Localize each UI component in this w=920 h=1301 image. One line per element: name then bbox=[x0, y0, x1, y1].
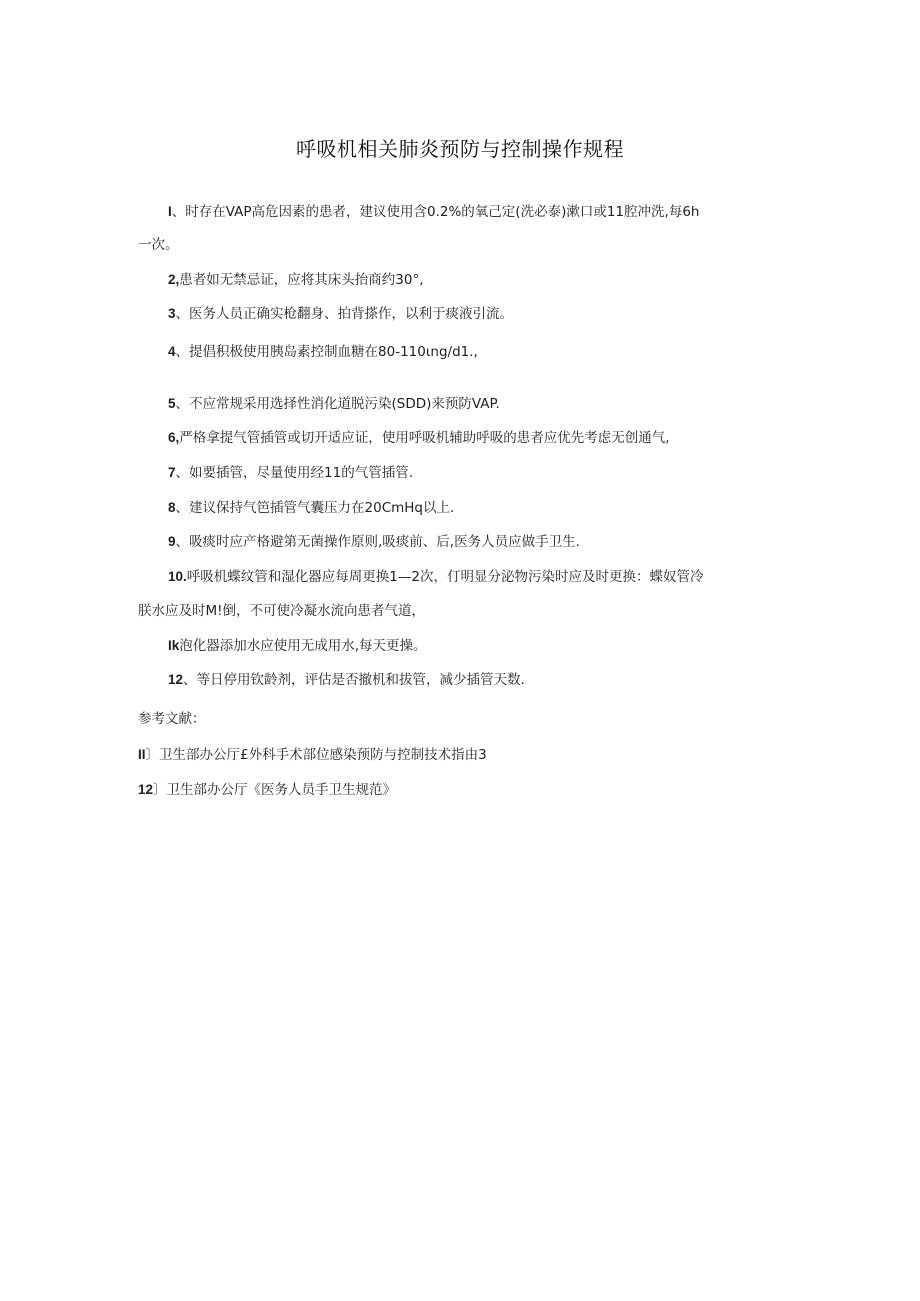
reference-item-2 bbox=[138, 778, 396, 798]
list-item-4 bbox=[168, 340, 478, 360]
list-item-10-continuation bbox=[138, 599, 425, 619]
item-number: 9 bbox=[168, 534, 176, 549]
item-number: 8 bbox=[168, 500, 176, 515]
list-item-11 bbox=[168, 634, 427, 654]
item-text: 、建议保持气笆插管气囊压力在20CmHq以上. bbox=[175, 500, 455, 516]
item-number: 3 bbox=[168, 306, 176, 321]
item-text: 患者如无禁忌证，应将其床头抬商约30°, bbox=[179, 272, 424, 288]
document-title: 呼吸机相关肺炎预防与控制操作规程 bbox=[296, 137, 624, 161]
item-number: 6, bbox=[168, 430, 180, 445]
list-item-9 bbox=[168, 530, 580, 550]
list-item-10 bbox=[168, 565, 703, 585]
item-text: 一次。 bbox=[138, 237, 179, 253]
item-number: 7 bbox=[168, 465, 176, 480]
list-item-6 bbox=[168, 426, 670, 446]
item-text: 泡化器添加水应使用无成用水,每天更操。 bbox=[179, 638, 427, 654]
item-number: 10. bbox=[168, 569, 187, 584]
item-text: 朕水应及时M!倒，不可使冷凝水流向患者气道， bbox=[138, 603, 426, 619]
list-item-12 bbox=[168, 668, 525, 688]
item-number: 4 bbox=[168, 344, 176, 359]
item-text: 、如要插管，尽量使用经11的气管插管. bbox=[175, 465, 413, 481]
references-heading: 参考文献： bbox=[138, 711, 206, 727]
list-item-8 bbox=[168, 496, 454, 516]
list-item-5 bbox=[168, 392, 500, 412]
reference-item-1 bbox=[138, 743, 487, 763]
list-item-1-continuation bbox=[138, 233, 179, 253]
item-text: 严格拿提气管插管或切开适应证，使用呼吸机辅助呼吸的患者应优先考虑无创通气, bbox=[179, 430, 670, 446]
item-text: 、不应常规采用选择性消化道脱污染(SDD)来预防VAP. bbox=[175, 396, 500, 412]
reference-text: 〕卫生部办公厅£外科手术部位感染预防与控制技术指由3 bbox=[145, 747, 487, 763]
item-text: 呼吸机蝶纹管和湿化器应每周更换1—2次，仃明显分泌物污染时应及时更换：蝶奴管冷 bbox=[186, 569, 704, 585]
reference-text: 〕卫生部办公厅《医务人员手卫生规范》 bbox=[153, 782, 397, 798]
item-number: 2, bbox=[168, 272, 180, 287]
list-item-2 bbox=[168, 268, 424, 288]
list-item-7 bbox=[168, 461, 413, 481]
item-text: 、等日停用钦龄剂，评估是否撤机和拔管，减少插管天数. bbox=[183, 672, 525, 688]
item-number: Ik bbox=[168, 638, 180, 653]
item-number: 5 bbox=[168, 396, 176, 411]
item-text: 、吸痰时应产格避第无菌操作原则,吸痰前、后,医务人员应做手卫生. bbox=[175, 534, 580, 550]
item-text: 、时存在VAP高危因素的患者，建议使用含0.2%的氧己定(洗必泰)漱口或11腔冲洗,每6h bbox=[171, 204, 700, 220]
item-text: 、提倡积极使用胰岛素控制血糖在80-110ιng∕d1., bbox=[175, 344, 478, 360]
item-text: 、医务人员正确实枪翻身、拍背搽作，以利于痰液引流。 bbox=[175, 306, 514, 322]
list-item-3 bbox=[168, 302, 513, 322]
item-number: 12 bbox=[168, 672, 184, 687]
item-number: I bbox=[168, 204, 172, 219]
list-item-1 bbox=[168, 200, 699, 220]
reference-number: 12 bbox=[138, 782, 154, 797]
reference-number: II bbox=[138, 747, 146, 762]
